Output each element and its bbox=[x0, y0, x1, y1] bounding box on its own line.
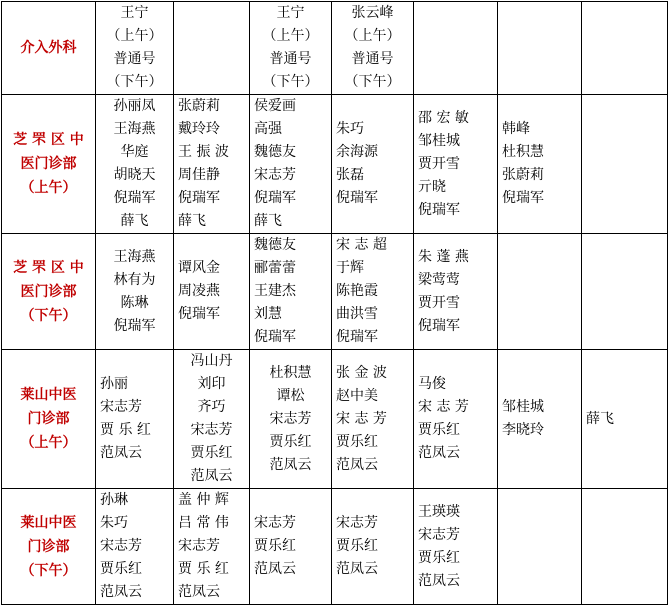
doctor-name: 陈艳霞 bbox=[336, 283, 378, 299]
doctor-name: 侯爱画 bbox=[254, 98, 296, 114]
schedule-cell bbox=[582, 234, 668, 350]
doctor-name: 宋志芳 bbox=[254, 515, 296, 531]
schedule-cell bbox=[96, 350, 174, 489]
doctor-name: （下午） bbox=[106, 74, 163, 90]
row-header-line: 门诊部 bbox=[27, 538, 70, 555]
doctor-name: 倪瑞军 bbox=[178, 306, 220, 322]
doctor-name: 郦蕾蕾 bbox=[254, 260, 296, 276]
doctor-name: 亓晓 bbox=[418, 178, 446, 195]
doctor-name: 贾开雪 bbox=[418, 294, 460, 311]
doctor-name: 王海燕 bbox=[113, 248, 156, 265]
schedule-cell bbox=[498, 95, 582, 234]
schedule-cell bbox=[414, 234, 498, 350]
row-header-line: （上午） bbox=[20, 435, 77, 451]
doctor-name: 倪瑞军 bbox=[113, 317, 156, 334]
row-header-line: 医门诊部 bbox=[20, 283, 77, 300]
doctor-name: 普通号 bbox=[351, 51, 394, 67]
row-header-line: 介入外科 bbox=[20, 40, 77, 56]
doctor-name: 范凤云 bbox=[100, 445, 142, 461]
schedule-cell bbox=[332, 350, 414, 489]
doctor-name: 杜积慧 bbox=[502, 144, 544, 160]
doctor-name: 范凤云 bbox=[418, 572, 460, 589]
row-header-line: （上午） bbox=[20, 180, 77, 196]
doctor-name: 宋 志 芳 bbox=[336, 410, 387, 427]
doctor-name: 王瑛瑛 bbox=[418, 503, 460, 520]
schedule-cell bbox=[332, 2, 414, 95]
row-header-line: 医门诊部 bbox=[20, 156, 77, 172]
doctor-name: 朱巧 bbox=[100, 515, 128, 531]
doctor-name: 余海源 bbox=[336, 144, 378, 160]
schedule-cell bbox=[96, 234, 174, 350]
doctor-name: 高强 bbox=[254, 121, 282, 137]
doctor-name: 宋志芳 bbox=[100, 399, 142, 415]
doctor-name: 倪瑞军 bbox=[502, 190, 544, 206]
doctor-name: （上午） bbox=[262, 28, 319, 44]
doctor-name: 普通号 bbox=[113, 51, 156, 67]
doctor-name: 范凤云 bbox=[100, 584, 142, 600]
schedule-cell bbox=[174, 234, 250, 350]
schedule-cell bbox=[414, 95, 498, 234]
schedule-cell bbox=[332, 95, 414, 234]
doctor-name: 贾乐红 bbox=[269, 433, 312, 450]
schedule-cell bbox=[582, 2, 668, 95]
doctor-name: 王宁 bbox=[120, 5, 149, 21]
doctor-name: 倪瑞军 bbox=[254, 329, 296, 345]
schedule-cell bbox=[414, 350, 498, 489]
doctor-name: 朱巧 bbox=[336, 121, 364, 137]
schedule-cell bbox=[582, 489, 668, 605]
doctor-name: 张云峰 bbox=[351, 5, 394, 21]
doctor-name: （下午） bbox=[262, 74, 319, 90]
doctor-name: 贾乐红 bbox=[336, 538, 378, 554]
doctor-name: 倪瑞军 bbox=[336, 329, 378, 345]
doctor-name: 倪瑞军 bbox=[178, 190, 220, 206]
doctor-name: 刘印 bbox=[197, 376, 226, 392]
doctor-name: 宋 志 超 bbox=[336, 237, 387, 253]
doctor-name: 范凤云 bbox=[254, 561, 296, 577]
doctor-name: 宋志芳 bbox=[418, 526, 460, 543]
schedule-cell bbox=[498, 2, 582, 95]
doctor-name: 宋志芳 bbox=[190, 422, 233, 438]
schedule-cell bbox=[414, 489, 498, 605]
doctor-name: 盖 仲 辉 bbox=[178, 492, 229, 508]
doctor-name: 宋志芳 bbox=[336, 515, 378, 531]
schedule-cell bbox=[250, 350, 332, 489]
doctor-name: 宋志芳 bbox=[178, 538, 220, 554]
doctor-name: 范凤云 bbox=[336, 456, 378, 473]
doctor-name: 曲洪雪 bbox=[336, 306, 378, 322]
schedule-cell bbox=[332, 234, 414, 350]
doctor-name: 林有为 bbox=[113, 271, 156, 288]
schedule-cell bbox=[498, 350, 582, 489]
doctor-name: 倪瑞军 bbox=[336, 190, 378, 206]
doctor-name: 周凌燕 bbox=[178, 283, 220, 299]
row-header bbox=[2, 2, 96, 95]
row-header bbox=[2, 489, 96, 605]
schedule-row bbox=[2, 234, 668, 350]
row-header bbox=[2, 234, 96, 350]
row-header-line: 芝 罘 区 中 bbox=[13, 132, 84, 148]
schedule-row bbox=[2, 350, 668, 489]
doctor-name: 王建杰 bbox=[254, 283, 296, 299]
doctor-name: 邵 宏 敏 bbox=[418, 109, 469, 126]
doctor-name: 贾乐红 bbox=[418, 422, 460, 438]
doctor-name: 朱 蓬 燕 bbox=[418, 248, 469, 265]
schedule-row bbox=[2, 489, 668, 605]
doctor-name: 范凤云 bbox=[418, 445, 460, 461]
doctor-name: 贾乐红 bbox=[190, 445, 233, 461]
doctor-name: 胡晓天 bbox=[113, 167, 156, 183]
doctor-name: 普通号 bbox=[269, 51, 312, 67]
doctor-name: 范凤云 bbox=[178, 584, 220, 600]
doctor-name: 戴玲玲 bbox=[178, 121, 220, 137]
doctor-name: 贾 乐 红 bbox=[178, 561, 229, 577]
doctor-name: 张蔚莉 bbox=[502, 167, 544, 183]
doctor-name: 薛飞 bbox=[586, 410, 614, 427]
doctor-name: 张 金 波 bbox=[336, 364, 387, 381]
doctor-name: 王宁 bbox=[276, 5, 305, 21]
schedule-cell bbox=[174, 350, 250, 489]
doctor-name: 范凤云 bbox=[336, 561, 378, 577]
doctor-name: 邹桂城 bbox=[418, 132, 460, 149]
schedule-table bbox=[1, 1, 668, 605]
doctor-name: （上午） bbox=[106, 28, 163, 44]
schedule-cell bbox=[250, 95, 332, 234]
row-header-line: 芝 罘 区 中 bbox=[13, 259, 84, 276]
doctor-name: 刘慧 bbox=[254, 306, 282, 322]
doctor-name: 孙丽凤 bbox=[113, 98, 156, 114]
doctor-name: 范凤云 bbox=[190, 468, 233, 484]
row-header-line: （下午） bbox=[20, 307, 77, 324]
schedule-cell bbox=[174, 2, 250, 95]
doctor-name: 宋志芳 bbox=[100, 538, 142, 554]
doctor-name: 华庭 bbox=[120, 144, 149, 160]
doctor-name: 马俊 bbox=[418, 376, 446, 392]
row-header-line: 莱山中医 bbox=[20, 387, 77, 403]
schedule-cell bbox=[250, 489, 332, 605]
doctor-name: 贾乐红 bbox=[418, 549, 460, 566]
doctor-name: 宋志芳 bbox=[254, 167, 296, 183]
doctor-name: 倪瑞军 bbox=[418, 317, 460, 334]
doctor-name: 薛飞 bbox=[178, 213, 206, 229]
doctor-name: 梁莺莺 bbox=[418, 271, 460, 288]
schedule-row bbox=[2, 95, 668, 234]
doctor-name: 王海燕 bbox=[113, 121, 156, 137]
schedule-cell bbox=[96, 2, 174, 95]
doctor-name: 薛飞 bbox=[120, 213, 149, 229]
row-header-line: 莱山中医 bbox=[20, 514, 77, 531]
doctor-name: 张蔚莉 bbox=[178, 98, 220, 114]
schedule-cell bbox=[174, 489, 250, 605]
row-header bbox=[2, 95, 96, 234]
doctor-name: （下午） bbox=[344, 74, 401, 90]
doctor-name: 孙琳 bbox=[100, 492, 128, 508]
doctor-name: 杜积慧 bbox=[269, 364, 312, 381]
doctor-name: （上午） bbox=[344, 28, 401, 44]
schedule-cell bbox=[414, 2, 498, 95]
schedule-cell bbox=[582, 95, 668, 234]
schedule-cell bbox=[250, 2, 332, 95]
schedule-cell bbox=[250, 234, 332, 350]
doctor-name: 张磊 bbox=[336, 167, 364, 183]
schedule-cell bbox=[498, 489, 582, 605]
doctor-name: 倪瑞军 bbox=[254, 190, 296, 206]
doctor-name: 贾 乐 红 bbox=[100, 422, 151, 438]
doctor-name: 陈琳 bbox=[120, 294, 149, 311]
doctor-name: 邹桂城 bbox=[502, 399, 544, 415]
doctor-name: 李晓玲 bbox=[502, 422, 544, 438]
doctor-name: 宋 志 芳 bbox=[418, 399, 469, 415]
schedule-cell bbox=[174, 95, 250, 234]
doctor-name: 吕 常 伟 bbox=[178, 515, 229, 531]
schedule-body bbox=[2, 2, 668, 605]
doctor-name: 贾乐红 bbox=[100, 561, 142, 577]
row-header-line: （下午） bbox=[20, 562, 77, 579]
doctor-name: 于辉 bbox=[336, 260, 364, 276]
schedule-cell bbox=[582, 350, 668, 489]
doctor-name: 赵中美 bbox=[336, 387, 378, 404]
schedule-cell bbox=[332, 489, 414, 605]
doctor-name: 王 振 波 bbox=[178, 144, 229, 160]
schedule-row bbox=[2, 2, 668, 95]
schedule-cell bbox=[96, 489, 174, 605]
doctor-name: 倪瑞军 bbox=[418, 201, 460, 218]
doctor-name: 贾乐红 bbox=[254, 538, 296, 554]
doctor-name: 孙丽 bbox=[100, 376, 128, 392]
schedule-cell bbox=[96, 95, 174, 234]
doctor-name: 韩峰 bbox=[502, 121, 530, 137]
doctor-name: 齐巧 bbox=[197, 399, 226, 415]
doctor-name: 冯山丹 bbox=[190, 353, 233, 369]
doctor-name: 薛飞 bbox=[254, 213, 282, 229]
schedule-cell bbox=[498, 234, 582, 350]
doctor-name: 宋志芳 bbox=[269, 410, 312, 427]
doctor-name: 谭风金 bbox=[178, 260, 220, 276]
doctor-name: 魏德友 bbox=[254, 144, 296, 160]
doctor-name: 魏德友 bbox=[254, 237, 296, 253]
row-header bbox=[2, 350, 96, 489]
doctor-name: 谭松 bbox=[276, 387, 305, 404]
doctor-name: 周佳静 bbox=[178, 167, 220, 183]
row-header-line: 门诊部 bbox=[27, 411, 70, 427]
doctor-name: 范凤云 bbox=[269, 456, 312, 473]
doctor-name: 贾开雪 bbox=[418, 155, 460, 172]
doctor-name: 贾乐红 bbox=[336, 433, 378, 450]
doctor-name: 倪瑞军 bbox=[113, 190, 156, 206]
